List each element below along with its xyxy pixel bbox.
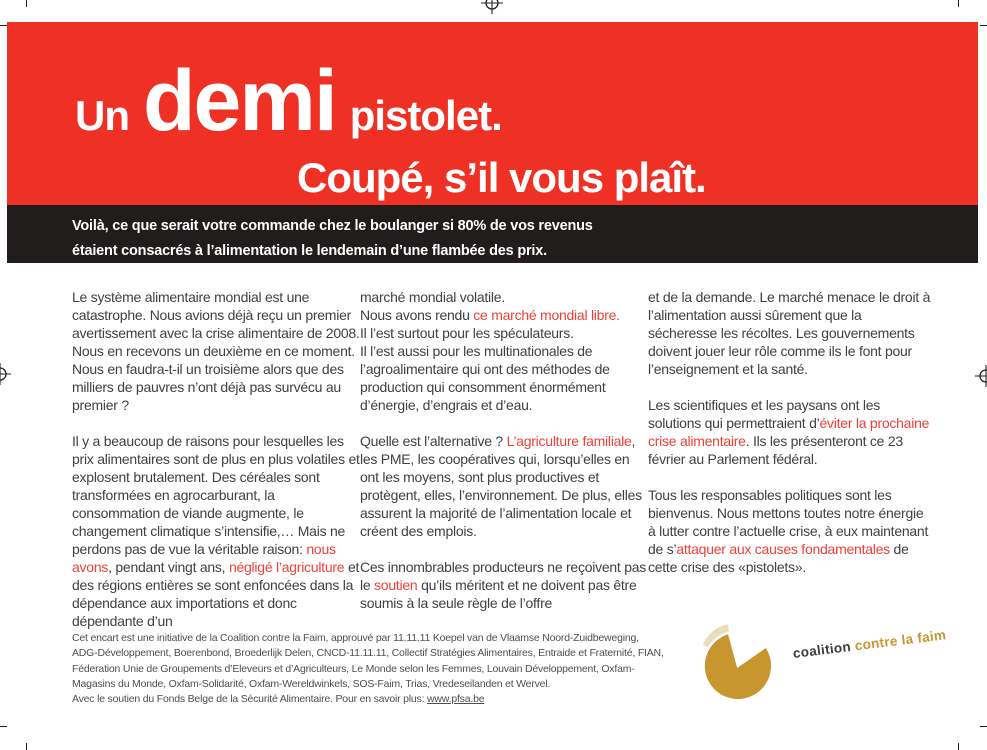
logo-wordmark-accent: contre la faim <box>849 627 947 654</box>
paragraph <box>360 288 648 414</box>
crop-mark-left-top-h <box>0 25 7 26</box>
body-text: , pendant vingt ans, <box>108 559 229 575</box>
headline-suffix: pistolet. <box>349 92 502 139</box>
body-text: Il y a beaucoup de raisons pour lesquelles les prix alimentaires sont de plus en plus volatiles et explosent brutalement. Des céréales sont transformées en agrocarburant, la consommation de viande augmente, le changement climatique s’intensifie,… Mais ne perdons pas de vue la véritable raison: <box>72 433 360 557</box>
body-text: . Ils les présenteront ce 23 février au Parlement fédéral. <box>648 433 903 467</box>
subhead-line1: Voilà, ce que serait votre commande chez le boulanger si 80% de vos revenus <box>72 218 593 234</box>
paragraph <box>72 432 364 630</box>
paragraph <box>648 486 932 576</box>
highlighted-text: attaquer aux causes fondamentales <box>676 541 890 557</box>
body-text: Avec le soutien du Fonds Belge de la Sécurité Alimentaire. Pour en savoir plus: <box>72 693 428 706</box>
highlighted-text: ce marché mondial libre. <box>473 307 620 323</box>
highlighted-text: négligé l’agriculture <box>228 559 345 575</box>
body-text: Magasins du Monde, Oxfam-Solidarité, Oxfam-Wereldwinkels, SOS-Faim, Trias, Vredeseilanden et Wervel. <box>72 677 551 690</box>
body-text: et de la demande. Le marché menace le droit à l’alimentation aussi sûrement que la sécheresse les récoltes. Les gouvernements doivent jouer leur rôle comme ils le font pour l’enseignement et la santé. <box>648 289 931 377</box>
registration-mark-top-icon <box>481 0 503 14</box>
hero-banner <box>7 22 978 205</box>
body-text: , les PME, les coopératives qui, lorsqu’elles en ont les moyens, sont plus productives et protègent, elles, l’environnement. De plus, elles assurent la majorité de l’alimentation locale et créent des emplois. <box>360 433 642 539</box>
website-link[interactable]: www.pfsa.be <box>427 693 485 706</box>
body-text: Quelle est l’alternative ? <box>360 433 507 449</box>
headline-line1 <box>75 52 502 151</box>
body-text: et des régions entières se sont enfoncées dans la dépendance aux importations et donc dépendante d’un <box>72 559 360 629</box>
body-text: Tous les responsables politiques sont les bienvenus. Nous mettons toutes notre énergie à lutter contre l’actuelle crise, à eux maintenant de s’ <box>648 487 929 557</box>
body-text: ADG-Développement, Boerenbond, Broederlijk Delen, CNCD-11.11.11, Collectif Stratégies Alimentaires, Entraide et Fraternité, FIAN, <box>72 647 664 660</box>
paragraph <box>648 288 932 378</box>
coalition-logo <box>693 616 973 716</box>
body-text: Cet encart est une initiative de la Coalition contre la Faim, approuvé par 11.11.11 Koepel van de Vlaamse Noord-Zuidbeweging, <box>72 632 639 644</box>
body-column-3 <box>648 288 932 594</box>
body-text: Le système alimentaire mondial est une catastrophe. Nous avions déjà reçu un premier avertissement avec la crise alimentaire de 2008. Nous en recevons un deuxième en ce moment. Nous en faudra-t-il un troisième alors que des milliers de pauvres n’ont déjà pas survécu au premier ? <box>72 289 360 413</box>
crop-mark-top-right-v <box>958 0 959 7</box>
footer-line <box>72 677 712 692</box>
body-text: Il l’est surtout pour les spéculateurs. <box>360 325 574 341</box>
highlighted-text: éviter la prochaine crise alimentaire <box>648 415 930 449</box>
paragraph <box>360 432 648 540</box>
body-text: marché mondial volatile. <box>360 289 505 305</box>
body-text: Les scientifiques et les paysans ont les solutions qui permettraient d’ <box>648 397 881 431</box>
paragraph <box>360 558 648 612</box>
registration-mark-left-icon <box>0 363 11 385</box>
crop-mark-left-bottom-h <box>0 726 7 727</box>
crop-mark-right-top-h <box>980 25 987 26</box>
paragraph <box>72 288 364 414</box>
crop-mark-right-bottom-h <box>980 726 987 727</box>
crop-mark-bottom-right-v <box>958 743 959 750</box>
footer-line <box>72 662 712 677</box>
body-text: de cette crise des «pistolets». <box>648 541 909 575</box>
registration-mark-right-icon <box>975 365 987 387</box>
body-column-2 <box>360 288 648 630</box>
logo-wordmark-dark: coalition <box>792 638 852 661</box>
footer-line <box>72 646 712 661</box>
footer-line <box>72 631 712 646</box>
subhead-line2: étaient consacrés à l’alimentation le lendemain d’une flambée des prix. <box>72 243 547 259</box>
pie-slice-logo-icon <box>693 616 788 702</box>
body-text: qu’ils méritent et ne doivent pas être soumis à la seule règle de l’offre <box>360 577 637 611</box>
body-text: Féderation Unie de Groupements d’Eleveurs et d’Agriculteurs, Le Monde selon les Femmes, Louvain Développement, Oxfam- <box>72 662 635 675</box>
headline-prefix: Un <box>75 92 129 139</box>
body-column-1 <box>72 288 364 648</box>
paragraph <box>648 396 932 468</box>
highlighted-text: soutien <box>374 577 418 593</box>
footer-line <box>72 692 712 707</box>
crop-mark-bottom-left-v <box>26 743 27 750</box>
subhead-bar <box>7 205 978 263</box>
logo-wordmark <box>792 627 947 661</box>
headline-line2: Coupé, s’il vous plaît. <box>297 154 706 201</box>
crop-mark-top-left-v <box>26 0 27 7</box>
body-text: Ces innombrables producteurs ne reçoivent pas le <box>360 559 647 593</box>
highlighted-text: nous avons <box>72 541 336 575</box>
body-text: Nous avons rendu <box>360 307 474 323</box>
headline-emphasis: demi <box>143 53 336 149</box>
highlighted-text: L’agriculture familiale <box>506 433 632 449</box>
body-text: Il l’est aussi pour les multinationales de l’agroalimentaire qui ont des méthodes de production qui consomment énormément d’énergie, d’engrais et d’eau. <box>360 343 610 413</box>
footer-credits <box>72 631 712 707</box>
